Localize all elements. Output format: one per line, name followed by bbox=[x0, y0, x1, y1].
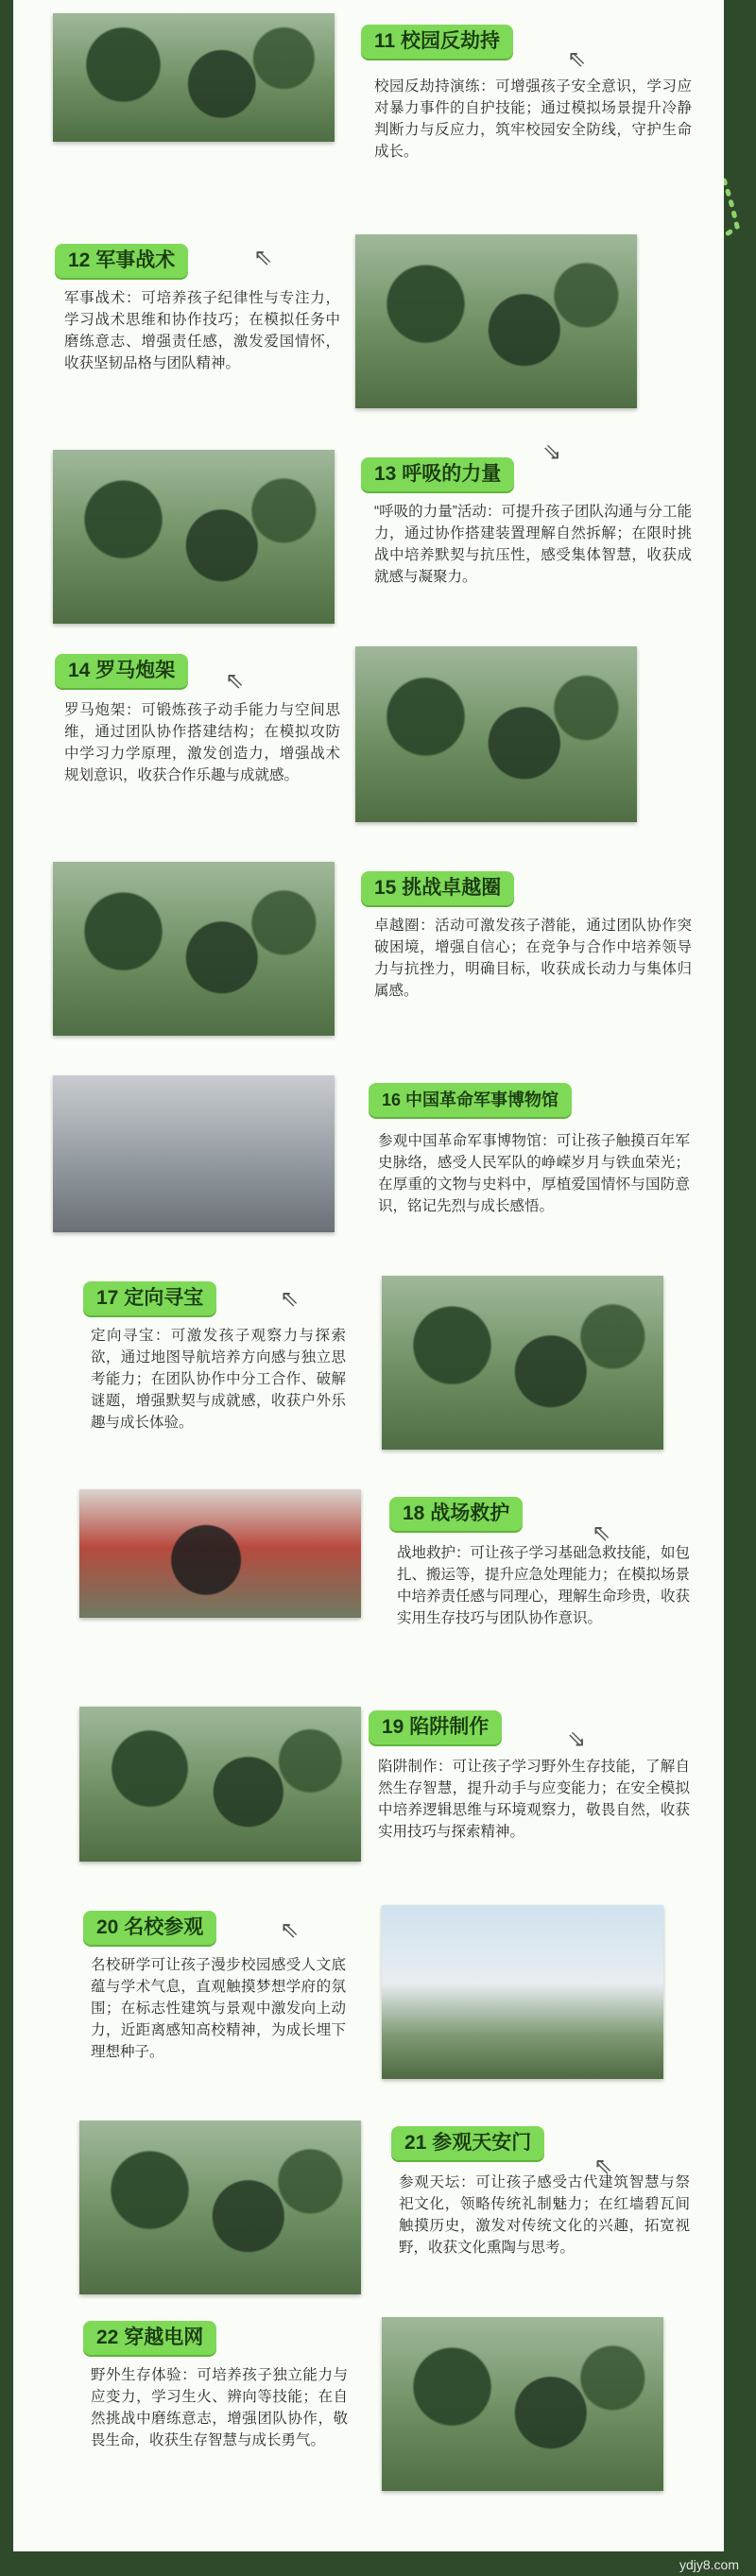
activity-photo-11 bbox=[53, 13, 335, 142]
activity-title-20: 20 名校参观 bbox=[83, 1911, 216, 1945]
cursor-arrow-icon: ⇘ bbox=[567, 1726, 587, 1752]
activity-title-17: 17 定向寻宝 bbox=[83, 1281, 216, 1315]
activity-title-14: 14 罗马炮架 bbox=[55, 654, 188, 688]
cursor-arrow-icon: ⇖ bbox=[592, 1520, 611, 1546]
activity-desc-13: “呼吸的力量”活动：可提升孩子团队沟通与分工能力，通过协作搭建装置理解自然拆解；在限时挑战中培养默契与抗压性，感受集体智慧，收获成就感与凝聚力。 bbox=[374, 504, 692, 585]
watermark: ydjy8.com bbox=[679, 2557, 739, 2572]
activity-photo-19 bbox=[79, 1707, 361, 1862]
activity-photo-20 bbox=[382, 1905, 663, 2079]
activity-desc-12: 军事战术：可培养孩子纪律性与专注力，学习战术思维和协作技巧；在模拟任务中磨练意志、增强责任感，激发爱国情怀，收获坚韧品格与团队精神。 bbox=[64, 290, 340, 371]
activity-desc-18: 战地救护：可让孩子学习基础急救技能，如包扎、搬运等，提升应急处理能力；在模拟场景中培养责任感与同理心，理解生命珍贵，收获实用生存技巧与团队协作意识。 bbox=[397, 1545, 691, 1626]
activity-photo-17 bbox=[382, 1276, 663, 1450]
activity-title-21: 21 参观天安门 bbox=[391, 2126, 544, 2160]
cursor-arrow-icon: ⇖ bbox=[225, 668, 245, 694]
activity-photo-18 bbox=[79, 1489, 361, 1618]
activity-title-19: 19 陷阱制作 bbox=[369, 1710, 502, 1744]
activity-desc-17: 定向寻宝：可激发孩子观察力与探索欲，通过地图导航培养方向感与独立思考能力；在团队协作中分工合作、破解谜题，增强默契与成就感，收获户外乐趣与成长体验。 bbox=[91, 1328, 346, 1431]
activity-title-12: 12 军事战术 bbox=[55, 244, 188, 278]
activity-desc-19: 陷阱制作：可让孩子学习野外生存技能，了解自然生存智慧，提升动手与应变能力；在安全模拟中培养逻辑思维与环境观察力，敬畏自然，收获实用技巧与探索精神。 bbox=[378, 1759, 690, 1840]
activity-desc-15: 卓越圈：活动可激发孩子潜能，通过团队协作突破困境，增强自信心；在竞争与合作中培养领导力与抗挫力，明确目标，收获成长动力与集体归属感。 bbox=[374, 918, 692, 999]
cursor-arrow-icon: ⇘ bbox=[542, 439, 562, 465]
activity-desc-22: 野外生存体验：可培养孩子独立能力与应变力，学习生火、辨向等技能；在自然挑战中磨练意志，增强团队协作，敬畏生命，收获生存智慧与成长勇气。 bbox=[91, 2367, 348, 2448]
activity-title-13: 13 呼吸的力量 bbox=[361, 457, 514, 491]
activity-title-16: 16 中国革命军事博物馆 bbox=[369, 1083, 572, 1117]
activity-photo-14 bbox=[355, 646, 637, 822]
activity-photo-15 bbox=[53, 862, 335, 1036]
cursor-arrow-icon: ⇖ bbox=[253, 245, 273, 270]
activity-photo-16 bbox=[53, 1075, 335, 1232]
activity-title-22: 22 穿越电网 bbox=[83, 2321, 216, 2355]
cursor-arrow-icon: ⇖ bbox=[567, 46, 587, 72]
activity-title-11: 11 校园反劫持 bbox=[361, 25, 513, 59]
cursor-arrow-icon: ⇖ bbox=[593, 2154, 613, 2179]
activity-desc-16: 参观中国革命军事博物馆：可让孩子触摸百年军史脉络，感受人民军队的峥嵘岁月与铁血荣光；在厚重的文物与史料中，厚植爱国情怀与国防意识，铭记先烈与成长感悟。 bbox=[378, 1133, 690, 1214]
cursor-arrow-icon: ⇖ bbox=[280, 1286, 300, 1312]
activity-photo-13 bbox=[53, 450, 335, 624]
activity-title-15: 15 挑战卓越圈 bbox=[361, 871, 514, 905]
activity-photo-22 bbox=[382, 2317, 663, 2491]
activity-desc-14: 罗马炮架：可锻炼孩子动手能力与空间思维，通过团队协作搭建结构；在模拟攻防中学习力学原理，激发创造力，增强战术规划意识，收获合作乐趣与成就感。 bbox=[64, 702, 340, 783]
activity-photo-12 bbox=[355, 234, 637, 408]
activity-title-18: 18 战场救护 bbox=[389, 1497, 523, 1531]
activity-desc-21: 参观天坛：可让孩子感受古代建筑智慧与祭祀文化，领略传统礼制魅力；在红墙碧瓦间触摸历史，激发对传统文化的兴趣，拓宽视野，收获文化熏陶与思考。 bbox=[399, 2174, 690, 2256]
activity-desc-11: 校园反劫持演练：可增强孩子安全意识，学习应对暴力事件的自护技能；通过模拟场景提升冷静判断力与反应力，筑牢校园安全防线，守护生命成长。 bbox=[374, 78, 692, 160]
cursor-arrow-icon: ⇖ bbox=[280, 1917, 300, 1943]
activity-desc-20: 名校研学可让孩子漫步校园感受人文底蕴与学术气息，直观触摸梦想学府的氛围；在标志性建筑与景观中激发向上动力，近距离感知高校精神，为成长埋下理想种子。 bbox=[91, 1957, 346, 2060]
activity-photo-21 bbox=[79, 2121, 361, 2294]
